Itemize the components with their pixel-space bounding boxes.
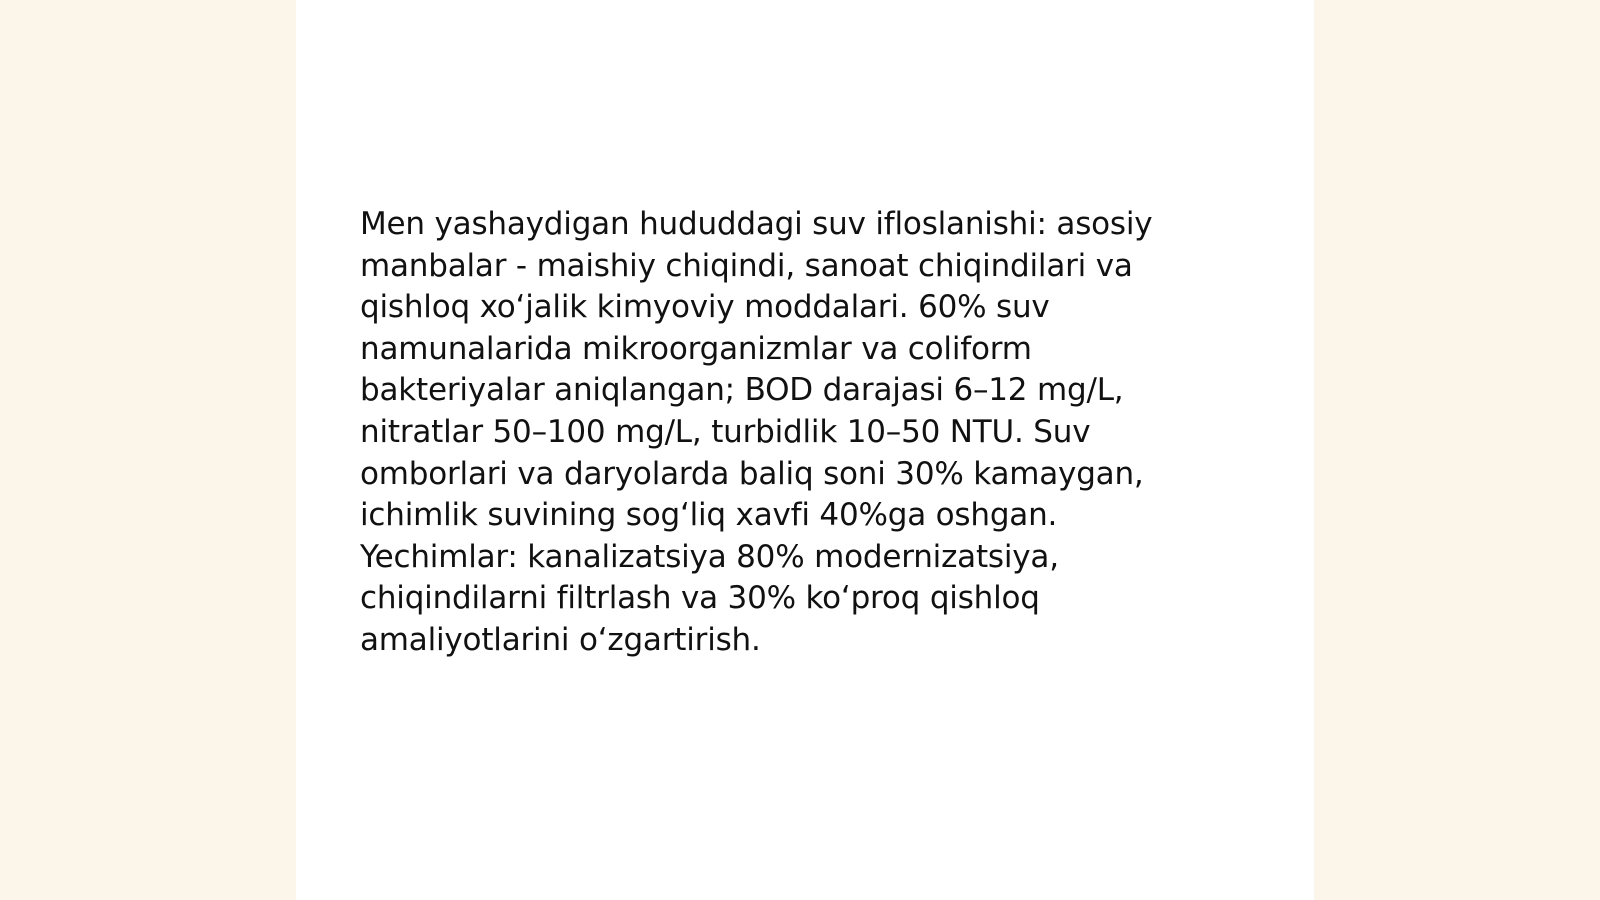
content-page: [296, 0, 1314, 900]
body-paragraph: Men yashaydigan hududdagi suv ifloslanishi: asosiy manbalar - maishiy chiqindi, sanoat chiqindilari va qishloq xo‘jalik kimyoviy moddalari. 60% suv namunalarida mikroorganizmlar va coliform bakteriyalar aniqlangan; BOD darajasi 6–12 mg/L, nitratlar 50–100 mg/L, turbidlik 10–50 NTU. Suv omborlari va daryolarda baliq soni 30% kamaygan, ichimlik suvining sog‘liq xavfi 40%ga oshgan. Yechimlar: kanalizatsiya 80% modernizatsiya, chiqindilarni filtrlash va 30% ko‘proq qishloq amaliyotlarini o‘zgartirish.: [360, 206, 1153, 658]
